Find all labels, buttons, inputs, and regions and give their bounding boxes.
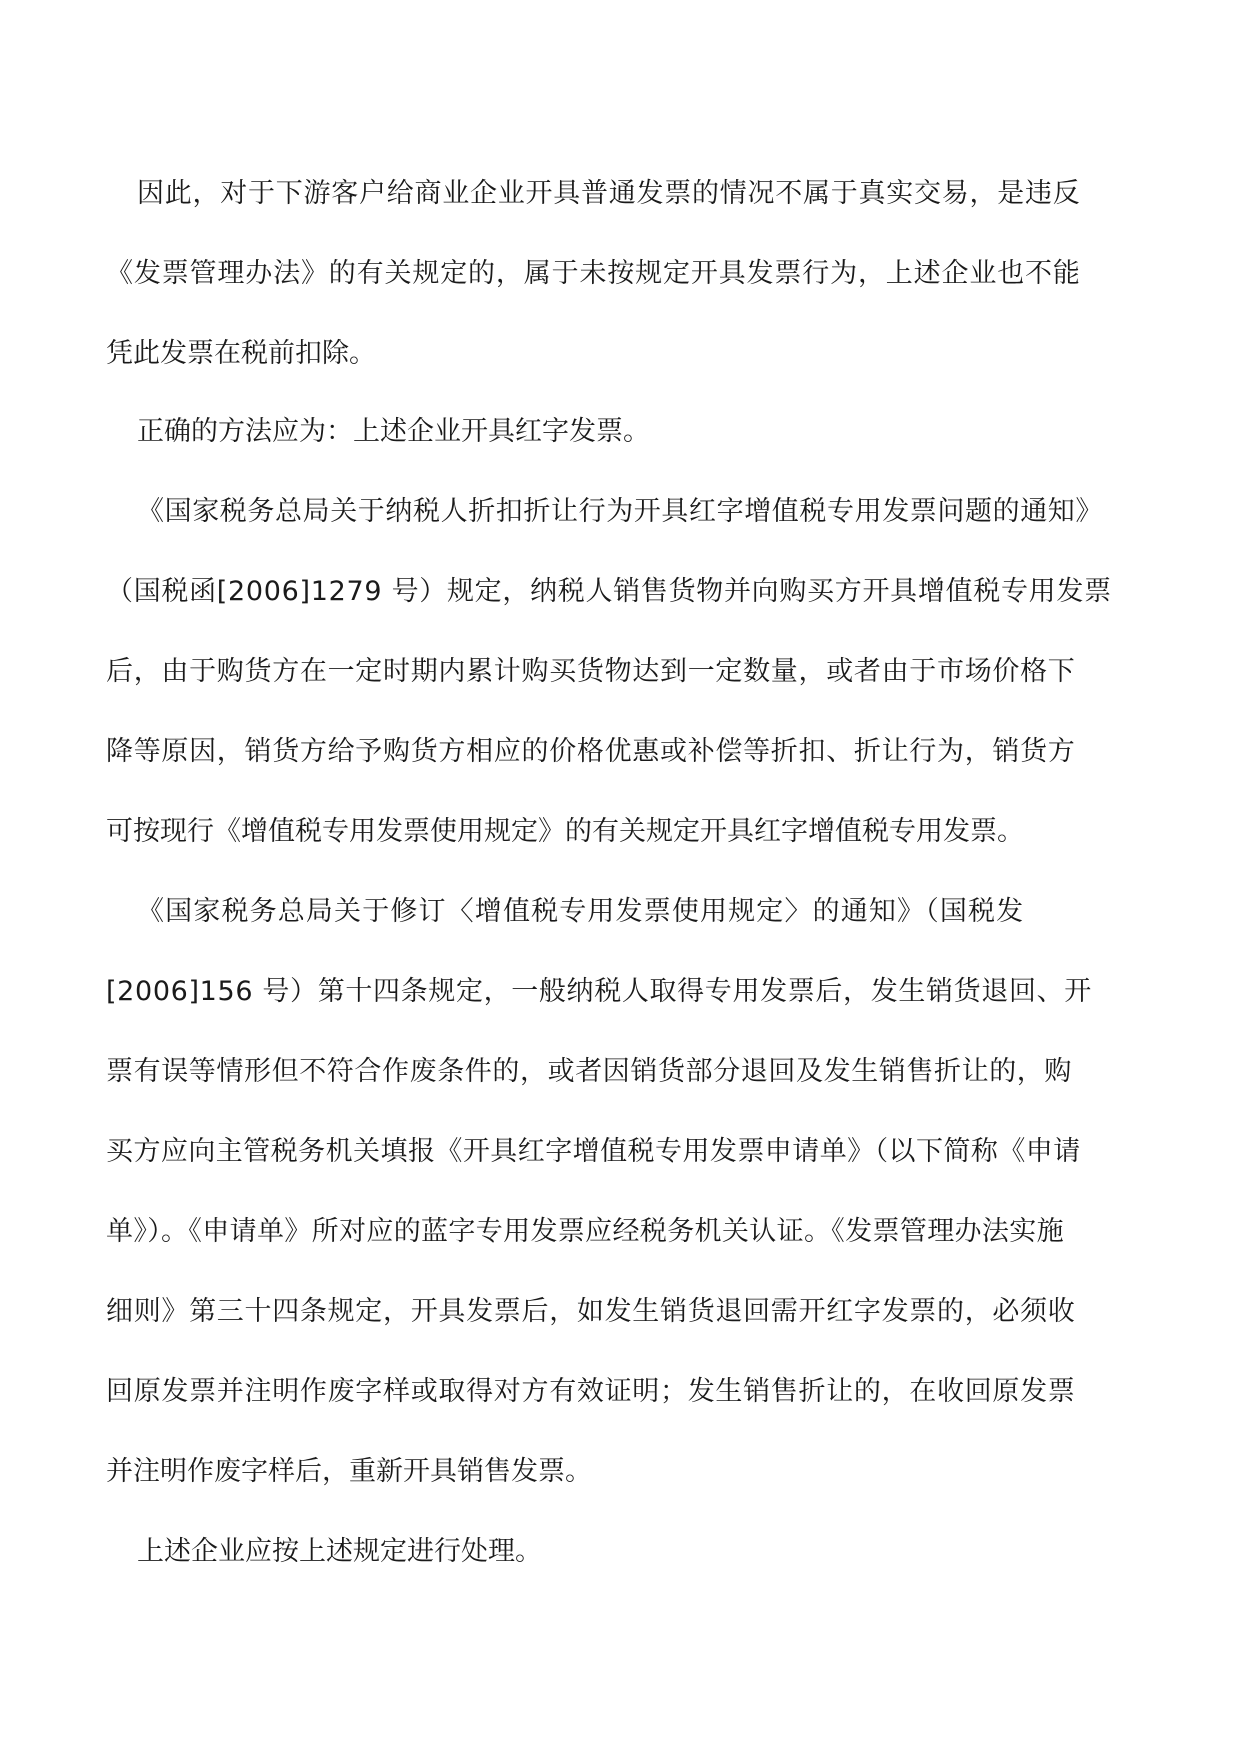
paragraph-4-line-8: 并注明作废字样后，重新开具销售发票。 <box>106 1456 592 1487</box>
paragraph-4-line-4: 买方应向主管税务机关填报《开具红字增值税专用发票申请单》（以下简称《申请 <box>106 1136 1081 1167</box>
paragraph-2-line-1: 正确的方法应为：上述企业开具红字发票。 <box>137 416 650 447</box>
paragraph-3-line-1: 《国家税务总局关于纳税人折扣折让行为开具红字增值税专用发票问题的通知》 <box>137 496 1103 527</box>
paragraph-4-line-6: 细则》第三十四条规定，开具发票后，如发生销货退回需开红字发票的，必须收 <box>106 1296 1076 1327</box>
paragraph-4-line-3: 票有误等情形但不符合作废条件的，或者因销货部分退回及发生销售折让的，购 <box>106 1056 1072 1087</box>
paragraph-4-line-5: 单》）。《申请单》所对应的蓝字专用发票应经税务机关认证。《发票管理办法实施 <box>106 1216 1064 1247</box>
paragraph-3-line-3: 后，由于购货方在一定时期内累计购买货物达到一定数量，或者由于市场价格下 <box>106 656 1076 687</box>
paragraph-4-line-7: 回原发票并注明作废字样或取得对方有效证明；发生销售折让的，在收回原发票 <box>106 1376 1076 1407</box>
paragraph-1-line-1: 因此，对于下游客户给商业企业开具普通发票的情况不属于真实交易，是违反 <box>137 178 1081 209</box>
paragraph-4-line-1: 《国家税务总局关于修订〈增值税专用发票使用规定〉的通知》（国税发 <box>137 896 1025 927</box>
paragraph-3-line-5: 可按现行《增值税专用发票使用规定》的有关规定开具红字增值税专用发票。 <box>106 816 1024 847</box>
paragraph-3-line-4: 降等原因，销货方给予购货方相应的价格优惠或补偿等折扣、折让行为，销货方 <box>106 736 1076 767</box>
paragraph-1-line-3: 凭此发票在税前扣除。 <box>106 338 376 369</box>
paragraph-1-line-2: 《发票管理办法》的有关规定的，属于未按规定开具发票行为，上述企业也不能 <box>106 258 1081 289</box>
paragraph-5-line-1: 上述企业应按上述规定进行处理。 <box>137 1536 542 1567</box>
paragraph-3-line-2: （国税函[2006]1279 号）规定，纳税人销售货物并向购买方开具增值税专用发票 <box>106 576 1112 607</box>
paragraph-4-line-2: [2006]156 号）第十四条规定，一般纳税人取得专用发票后，发生销货退回、开 <box>106 976 1092 1007</box>
